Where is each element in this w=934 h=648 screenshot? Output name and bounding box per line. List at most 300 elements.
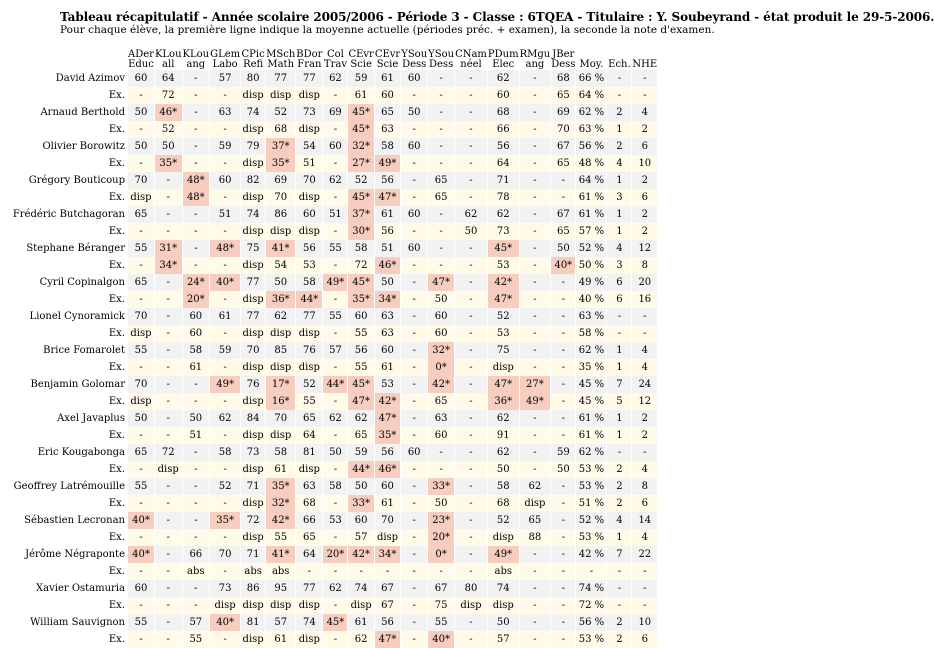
grade-cell: - bbox=[520, 342, 551, 359]
column-header-teacher: YSou bbox=[428, 49, 455, 60]
grade-cell: disp bbox=[296, 359, 322, 376]
exam-label: Ex. bbox=[108, 396, 125, 407]
grade-cell: - bbox=[455, 70, 487, 87]
grade-cell: 77 bbox=[266, 70, 295, 87]
grade-cell: 22 bbox=[632, 546, 657, 563]
grade-cell: 60 bbox=[183, 325, 210, 342]
grade-cell: 51 bbox=[323, 206, 347, 223]
grade-cell: 1 bbox=[607, 121, 631, 138]
column-header-subject: ang bbox=[186, 59, 206, 70]
column-header bbox=[632, 48, 657, 70]
grade-cell: 50 bbox=[401, 104, 427, 121]
failing-grade-cell: 45* bbox=[348, 104, 373, 121]
grade-cell: 55 bbox=[266, 529, 295, 546]
grade-cell: - bbox=[455, 325, 487, 342]
grade-cell: - bbox=[323, 257, 347, 274]
grade-cell: 2 bbox=[632, 206, 657, 223]
failing-grade-cell: 42* bbox=[375, 393, 400, 410]
grade-cell: disp bbox=[266, 427, 295, 444]
grade-cell: disp bbox=[241, 393, 265, 410]
grade-cell: - bbox=[520, 614, 551, 631]
grade-cell: 67 bbox=[375, 597, 400, 614]
grade-cell: - bbox=[183, 70, 210, 87]
grade-cell: 56 % bbox=[576, 138, 606, 155]
grade-cell: - bbox=[401, 563, 427, 580]
grade-cell: - bbox=[155, 597, 182, 614]
grade-cell: - bbox=[551, 376, 575, 393]
grade-cell: abs bbox=[266, 563, 295, 580]
grade-cell: 77 bbox=[296, 70, 322, 87]
grade-cell: 75 bbox=[488, 342, 519, 359]
grade-cell: 68 bbox=[296, 495, 322, 512]
grade-cell: - bbox=[155, 342, 182, 359]
grade-cell: - bbox=[183, 444, 210, 461]
column-header-subject: Dess bbox=[402, 59, 427, 70]
grade-cell: disp bbox=[241, 155, 265, 172]
grade-cell: 60 bbox=[401, 206, 427, 223]
grade-cell: - bbox=[323, 393, 347, 410]
grade-cell: - bbox=[551, 342, 575, 359]
student-name: Brice Fomarolet bbox=[43, 345, 125, 356]
grade-cell: - bbox=[520, 274, 551, 291]
grade-cell: 50 bbox=[428, 291, 454, 308]
student-row bbox=[5, 614, 657, 631]
grade-cell: disp bbox=[241, 529, 265, 546]
grade-cell: - bbox=[128, 257, 154, 274]
column-header bbox=[241, 48, 265, 70]
grade-cell: 68 bbox=[488, 104, 519, 121]
grade-cell: 60 bbox=[375, 342, 400, 359]
grade-cell: 45 % bbox=[576, 393, 606, 410]
grade-cell: 61 % bbox=[576, 189, 606, 206]
grade-cell: - bbox=[455, 529, 487, 546]
grade-cell: - bbox=[520, 138, 551, 155]
student-row bbox=[5, 546, 657, 563]
failing-grade-cell: 47* bbox=[488, 376, 519, 393]
grade-cell: 55 bbox=[428, 614, 454, 631]
grade-cell: - bbox=[455, 189, 487, 206]
column-header-teacher: JBer bbox=[552, 49, 575, 60]
grade-cell: - bbox=[183, 478, 210, 495]
exam-label: Ex. bbox=[108, 328, 125, 339]
grade-cell: - bbox=[455, 546, 487, 563]
grade-cell: 52 % bbox=[576, 512, 606, 529]
grade-cell: 58 bbox=[296, 274, 322, 291]
failing-grade-cell: 49* bbox=[210, 376, 240, 393]
grade-cell: 58 bbox=[488, 478, 519, 495]
grade-cell: 52 bbox=[266, 104, 295, 121]
grade-cell: 56 bbox=[375, 223, 400, 240]
grade-cell: - bbox=[520, 631, 551, 648]
failing-grade-cell: 17* bbox=[266, 376, 295, 393]
grade-cell: 1 bbox=[607, 342, 631, 359]
grade-cell: - bbox=[551, 410, 575, 427]
grade-cell: 1 bbox=[607, 410, 631, 427]
grade-cell: disp bbox=[296, 189, 322, 206]
grade-cell: - bbox=[210, 495, 240, 512]
grade-cell: - bbox=[183, 104, 210, 121]
failing-grade-cell: 27* bbox=[520, 376, 551, 393]
grade-cell: - bbox=[401, 291, 427, 308]
grade-cell: 60 bbox=[401, 70, 427, 87]
grade-cell: - bbox=[155, 172, 182, 189]
grade-cell: - bbox=[428, 121, 454, 138]
grade-cell: 53 % bbox=[576, 529, 606, 546]
failing-grade-cell: 48* bbox=[210, 240, 240, 257]
grade-cell: 53 bbox=[296, 257, 322, 274]
grade-cell: 14 bbox=[632, 512, 657, 529]
student-row bbox=[5, 240, 657, 257]
grade-cell: - bbox=[323, 529, 347, 546]
failing-grade-cell: 47* bbox=[428, 274, 454, 291]
grade-cell: 70 bbox=[128, 308, 154, 325]
grade-cell: 50 bbox=[266, 274, 295, 291]
grade-cell: 55 bbox=[323, 308, 347, 325]
grade-cell: 62 bbox=[323, 580, 347, 597]
grade-cell: - bbox=[520, 189, 551, 206]
grade-cell: - bbox=[323, 291, 347, 308]
grade-cell: - bbox=[183, 529, 210, 546]
grade-cell: 69 bbox=[266, 172, 295, 189]
student-row bbox=[5, 104, 657, 121]
grade-cell: 63 bbox=[210, 104, 240, 121]
grade-cell: - bbox=[401, 512, 427, 529]
grade-cell: - bbox=[632, 87, 657, 104]
grade-cell: 70 bbox=[241, 342, 265, 359]
grade-cell: 55 bbox=[128, 478, 154, 495]
grade-cell: - bbox=[183, 393, 210, 410]
grade-cell: 6 bbox=[632, 138, 657, 155]
grade-cell: - bbox=[520, 444, 551, 461]
grade-cell: 74 bbox=[488, 580, 519, 597]
grade-cell: - bbox=[401, 189, 427, 206]
name-column-header bbox=[5, 48, 127, 70]
grade-cell: 62 bbox=[210, 410, 240, 427]
grade-cell: - bbox=[128, 461, 154, 478]
grade-cell: - bbox=[210, 87, 240, 104]
grade-cell: - bbox=[401, 121, 427, 138]
grade-cell: 72 bbox=[241, 512, 265, 529]
exam-row bbox=[5, 427, 657, 444]
grade-cell: - bbox=[323, 155, 347, 172]
grade-cell: disp bbox=[266, 325, 295, 342]
grade-cell: 50 bbox=[551, 461, 575, 478]
grade-cell: 60 bbox=[128, 580, 154, 597]
student-row bbox=[5, 580, 657, 597]
grade-cell: 77 bbox=[241, 308, 265, 325]
column-header bbox=[375, 48, 400, 70]
grade-cell: 60 bbox=[488, 87, 519, 104]
grade-cell: disp bbox=[241, 325, 265, 342]
grade-cell: 54 bbox=[266, 257, 295, 274]
grade-cell: disp bbox=[296, 597, 322, 614]
failing-grade-cell: 45* bbox=[488, 240, 519, 257]
grade-cell: disp bbox=[488, 529, 519, 546]
column-header-subject: Elec bbox=[492, 59, 515, 70]
grade-cell: 80 bbox=[455, 580, 487, 597]
column-header-subject: Fran bbox=[297, 59, 322, 70]
grade-cell: - bbox=[155, 223, 182, 240]
grade-cell: 63 bbox=[375, 308, 400, 325]
grade-cell: - bbox=[128, 597, 154, 614]
grade-cell: - bbox=[401, 308, 427, 325]
grade-cell: disp bbox=[520, 495, 551, 512]
grade-cell: - bbox=[520, 257, 551, 274]
grade-cell: 70 bbox=[375, 512, 400, 529]
grade-cell: - bbox=[210, 223, 240, 240]
grade-cell: 52 bbox=[488, 512, 519, 529]
column-header-subject: Refi bbox=[243, 59, 264, 70]
grade-cell: 4 bbox=[632, 342, 657, 359]
grade-cell: - bbox=[607, 325, 631, 342]
grade-cell: 24 bbox=[632, 376, 657, 393]
column-header-teacher: MSch bbox=[266, 49, 296, 60]
grade-cell: - bbox=[455, 291, 487, 308]
grade-cell: 65 bbox=[551, 155, 575, 172]
grade-cell: - bbox=[128, 529, 154, 546]
failing-grade-cell: 45* bbox=[348, 274, 373, 291]
grade-cell: - bbox=[401, 172, 427, 189]
column-header-subject: Dess bbox=[551, 59, 576, 70]
grade-cell: - bbox=[210, 189, 240, 206]
column-header bbox=[348, 48, 373, 70]
student-row bbox=[5, 138, 657, 155]
grade-cell: 4 bbox=[632, 359, 657, 376]
grade-cell: disp bbox=[266, 597, 295, 614]
exam-row bbox=[5, 563, 657, 580]
grade-cell: - bbox=[401, 274, 427, 291]
exam-label: Ex. bbox=[108, 124, 125, 135]
grade-cell: 61 % bbox=[576, 410, 606, 427]
grade-cell: 61 bbox=[266, 461, 295, 478]
grade-cell: 58 bbox=[183, 342, 210, 359]
exam-row bbox=[5, 631, 657, 648]
grade-cell: 57 bbox=[348, 529, 373, 546]
grade-cell: 6 bbox=[607, 274, 631, 291]
exam-row bbox=[5, 257, 657, 274]
failing-grade-cell: 20* bbox=[428, 529, 454, 546]
grade-cell: 57 bbox=[210, 70, 240, 87]
exam-label: Ex. bbox=[108, 600, 125, 611]
failing-grade-cell: 35* bbox=[348, 291, 373, 308]
grade-cell: 61 bbox=[375, 495, 400, 512]
grade-cell: - bbox=[401, 359, 427, 376]
grade-cell: 60 bbox=[428, 427, 454, 444]
grade-cell: 61 bbox=[183, 359, 210, 376]
grade-cell: - bbox=[155, 206, 182, 223]
grade-cell: - bbox=[155, 563, 182, 580]
grade-cell: - bbox=[520, 427, 551, 444]
grade-cell: disp bbox=[375, 529, 400, 546]
grade-cell: 62 bbox=[266, 308, 295, 325]
grade-cell: 65 bbox=[375, 104, 400, 121]
grade-cell: - bbox=[210, 325, 240, 342]
grade-cell: 58 % bbox=[576, 325, 606, 342]
grade-cell: 71 bbox=[241, 546, 265, 563]
grade-cell: 64 bbox=[296, 546, 322, 563]
grade-cell: - bbox=[323, 597, 347, 614]
grade-cell: 82 bbox=[241, 172, 265, 189]
grade-cell: - bbox=[455, 359, 487, 376]
grade-cell: disp bbox=[296, 223, 322, 240]
grade-cell: - bbox=[428, 444, 454, 461]
failing-grade-cell: 41* bbox=[266, 240, 295, 257]
exam-row bbox=[5, 189, 657, 206]
column-header bbox=[576, 48, 606, 70]
column-header-teacher: CEvr bbox=[374, 49, 401, 60]
grade-cell: 4 bbox=[607, 155, 631, 172]
grade-cell: - bbox=[128, 631, 154, 648]
grade-cell: 60 bbox=[428, 308, 454, 325]
failing-grade-cell: 40* bbox=[428, 631, 454, 648]
grade-cell: 91 bbox=[488, 427, 519, 444]
failing-grade-cell: 32* bbox=[266, 495, 295, 512]
failing-grade-cell: 44* bbox=[296, 291, 322, 308]
failing-grade-cell: 49* bbox=[375, 155, 400, 172]
column-header-teacher: RMgu bbox=[519, 49, 551, 60]
grade-cell: 53 % bbox=[576, 631, 606, 648]
grade-cell: 70 bbox=[210, 546, 240, 563]
grade-cell: disp bbox=[266, 223, 295, 240]
failing-grade-cell: 32* bbox=[348, 138, 373, 155]
failing-grade-cell: 20* bbox=[323, 546, 347, 563]
grade-cell: - bbox=[520, 291, 551, 308]
exam-label: Ex. bbox=[108, 226, 125, 237]
grade-cell: - bbox=[428, 461, 454, 478]
failing-grade-cell: 49* bbox=[488, 546, 519, 563]
grade-cell: 63 % bbox=[576, 121, 606, 138]
grade-cell: 53 bbox=[488, 325, 519, 342]
grade-cell: 75 bbox=[241, 240, 265, 257]
grade-cell: disp bbox=[488, 597, 519, 614]
grade-cell: - bbox=[455, 87, 487, 104]
exam-row bbox=[5, 495, 657, 512]
grade-cell: 62 % bbox=[576, 342, 606, 359]
exam-label: Ex. bbox=[108, 634, 125, 645]
grade-cell: 72 bbox=[155, 444, 182, 461]
grade-cell: 65 bbox=[520, 512, 551, 529]
student-row bbox=[5, 342, 657, 359]
exam-row bbox=[5, 87, 657, 104]
exam-label: Ex. bbox=[108, 532, 125, 543]
student-row bbox=[5, 478, 657, 495]
student-row bbox=[5, 172, 657, 189]
grade-cell: - bbox=[428, 104, 454, 121]
student-name: Geoffrey Latrémouille bbox=[13, 481, 125, 492]
grade-cell: 1 bbox=[607, 427, 631, 444]
grade-cell: 52 bbox=[155, 121, 182, 138]
grade-cell: - bbox=[520, 563, 551, 580]
grade-cell: disp bbox=[241, 427, 265, 444]
grade-cell: disp bbox=[241, 359, 265, 376]
grade-cell: 62 % bbox=[576, 104, 606, 121]
column-header-subject: Scie bbox=[376, 59, 399, 70]
failing-grade-cell: 41* bbox=[266, 546, 295, 563]
grade-cell: - bbox=[428, 223, 454, 240]
grade-cell: - bbox=[323, 631, 347, 648]
grade-cell: 51 bbox=[210, 206, 240, 223]
grade-cell: - bbox=[183, 461, 210, 478]
grade-cell: - bbox=[632, 308, 657, 325]
grade-cell: 8 bbox=[632, 478, 657, 495]
grade-cell: - bbox=[455, 563, 487, 580]
grade-cell: 2 bbox=[632, 410, 657, 427]
grade-cell: 45 % bbox=[576, 376, 606, 393]
grade-cell: 72 bbox=[348, 257, 373, 274]
failing-grade-cell: 30* bbox=[348, 223, 373, 240]
page-subtitle: Pour chaque élève, la première ligne indique la moyenne actuelle (périodes préc. + examen), la seconde la note d'examen. bbox=[60, 24, 715, 36]
grade-cell: - bbox=[551, 631, 575, 648]
grade-cell: - bbox=[607, 597, 631, 614]
grade-cell: - bbox=[155, 512, 182, 529]
grade-cell: 81 bbox=[296, 444, 322, 461]
column-header-subject: ang bbox=[525, 59, 545, 70]
grade-cell: - bbox=[520, 546, 551, 563]
grade-cell: - bbox=[455, 461, 487, 478]
grade-cell: - bbox=[520, 206, 551, 223]
failing-grade-cell: 47* bbox=[375, 189, 400, 206]
grade-cell: 65 bbox=[296, 529, 322, 546]
grade-cell: - bbox=[401, 546, 427, 563]
grade-cell: - bbox=[632, 444, 657, 461]
grade-cell: - bbox=[520, 580, 551, 597]
grade-cell: 74 % bbox=[576, 580, 606, 597]
grade-cell: 52 bbox=[488, 308, 519, 325]
exam-row bbox=[5, 223, 657, 240]
failing-grade-cell: 45* bbox=[348, 376, 373, 393]
grade-cell: - bbox=[607, 308, 631, 325]
grade-cell: 65 bbox=[296, 410, 322, 427]
grade-cell: - bbox=[428, 155, 454, 172]
grade-cell: 2 bbox=[632, 223, 657, 240]
grade-cell: - bbox=[607, 444, 631, 461]
grade-cell: 60 bbox=[428, 325, 454, 342]
grade-cell: 52 bbox=[210, 478, 240, 495]
failing-grade-cell: 45* bbox=[323, 614, 347, 631]
grade-cell: 50 bbox=[348, 478, 373, 495]
grade-cell: - bbox=[401, 580, 427, 597]
grade-cell: 56 bbox=[488, 138, 519, 155]
grade-cell: 61 bbox=[348, 87, 373, 104]
grade-cell: abs bbox=[241, 563, 265, 580]
grade-cell: 64 % bbox=[576, 87, 606, 104]
exam-row bbox=[5, 121, 657, 138]
exam-row bbox=[5, 461, 657, 478]
grade-cell: 56 bbox=[375, 172, 400, 189]
grade-cell: 60 bbox=[128, 70, 154, 87]
grade-cell: 63 bbox=[375, 121, 400, 138]
grade-cell: 1 bbox=[607, 223, 631, 240]
grade-cell: 66 bbox=[183, 546, 210, 563]
failing-grade-cell: 35* bbox=[155, 155, 182, 172]
grade-cell: - bbox=[323, 359, 347, 376]
grade-cell: 79 bbox=[241, 138, 265, 155]
grade-cell: - bbox=[401, 614, 427, 631]
grade-cell: - bbox=[183, 138, 210, 155]
failing-grade-cell: 47* bbox=[375, 631, 400, 648]
grade-cell: 61 bbox=[266, 631, 295, 648]
grade-cell: 2 bbox=[632, 121, 657, 138]
grade-cell: - bbox=[551, 563, 575, 580]
column-header-row bbox=[5, 48, 657, 70]
grade-cell: 4 bbox=[632, 461, 657, 478]
column-header bbox=[520, 48, 551, 70]
grade-cell: 56 % bbox=[576, 614, 606, 631]
grade-cell: 6 bbox=[632, 495, 657, 512]
grade-cell: disp bbox=[241, 597, 265, 614]
grade-cell: - bbox=[183, 206, 210, 223]
grade-cell: 6 bbox=[632, 189, 657, 206]
